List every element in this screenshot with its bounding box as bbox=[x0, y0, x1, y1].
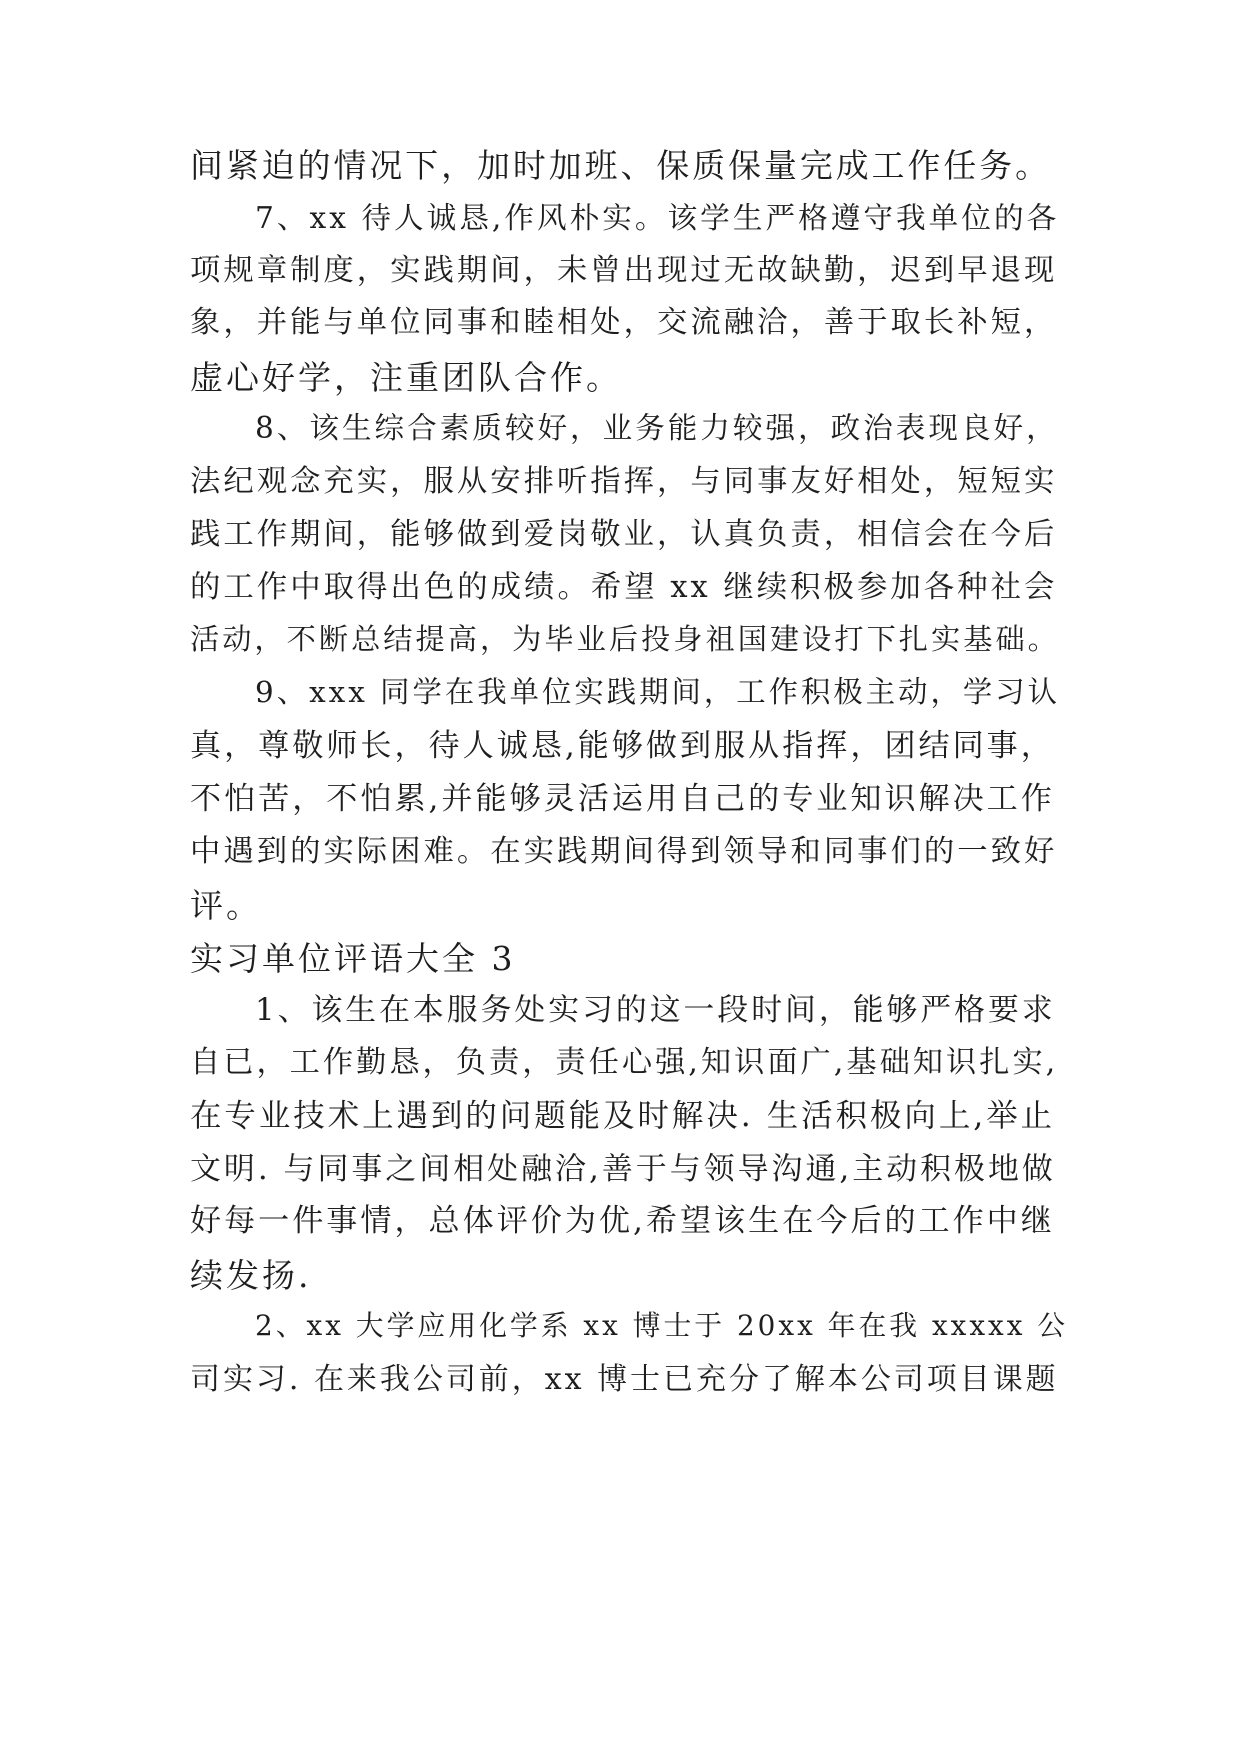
text-line: 的工作中取得出色的成绩。希望 xx 继续积极参加各种社会 bbox=[190, 570, 1058, 605]
text-line: 法纪观念充实，服从安排听指挥，与同事友好相处，短短实 bbox=[190, 464, 1058, 499]
text-line: 真，尊敬师长，待人诚恳,能够做到服从指挥，团结同事， bbox=[190, 728, 1055, 764]
text-line: 在专业技术上遇到的问题能及时解决. 生活积极向上,举止 bbox=[190, 1098, 1056, 1134]
text-line: 间紧迫的情况下，加时加班、保质保量完成工作任务。 bbox=[190, 146, 1052, 185]
text-line: 评。 bbox=[190, 886, 262, 925]
section-heading: 实习单位评语大全 3 bbox=[190, 939, 516, 978]
text-line: 7、xx 待人诚恳,作风朴实。该学生严格遵守我单位的各 bbox=[255, 200, 1060, 235]
text-line: 文明. 与同事之间相处融洽,善于与领导沟通,主动积极地做 bbox=[190, 1151, 1056, 1187]
text-line: 1、该生在本服务处实习的这一段时间，能够严格要求 bbox=[255, 992, 1056, 1028]
text-line: 不怕苦，不怕累,并能够灵活运用自己的专业知识解决工作 bbox=[190, 781, 1055, 817]
text-line: 2、xx 大学应用化学系 xx 博士于 20xx 年在我 xxxxx 公 bbox=[255, 1309, 1069, 1342]
text-line: 好每一件事情，总体评价为优,希望该生在今后的工作中继 bbox=[190, 1203, 1055, 1239]
text-line: 虚心好学，注重团队合作。 bbox=[190, 358, 622, 397]
text-line: 续发扬. bbox=[190, 1256, 312, 1295]
text-line: 司实习. 在来我公司前，xx 博士已充分了解本公司项目课题 bbox=[190, 1362, 1059, 1397]
text-line: 9、xxx 同学在我单位实践期间，工作积极主动，学习认 bbox=[255, 675, 1060, 709]
text-line: 8、该生综合素质较好，业务能力较强，政治表现良好， bbox=[255, 411, 1059, 445]
text-line: 活动，不断总结提高，为毕业后投身祖国建设打下扎实基础。 bbox=[190, 622, 1060, 656]
text-line: 象，并能与单位同事和睦相处，交流融洽，善于取长补短， bbox=[190, 305, 1058, 340]
text-line: 自已，工作勤恳，负责，责任心强,知识面广,基础知识扎实, bbox=[190, 1045, 1059, 1080]
text-line: 项规章制度，实践期间，未曾出现过无故缺勤，迟到早退现 bbox=[190, 253, 1058, 288]
text-line: 中遇到的实际困难。在实践期间得到领导和同事们的一致好 bbox=[190, 834, 1058, 869]
text-line: 践工作期间，能够做到爱岗敬业，认真负责，相信会在今后 bbox=[190, 517, 1058, 552]
